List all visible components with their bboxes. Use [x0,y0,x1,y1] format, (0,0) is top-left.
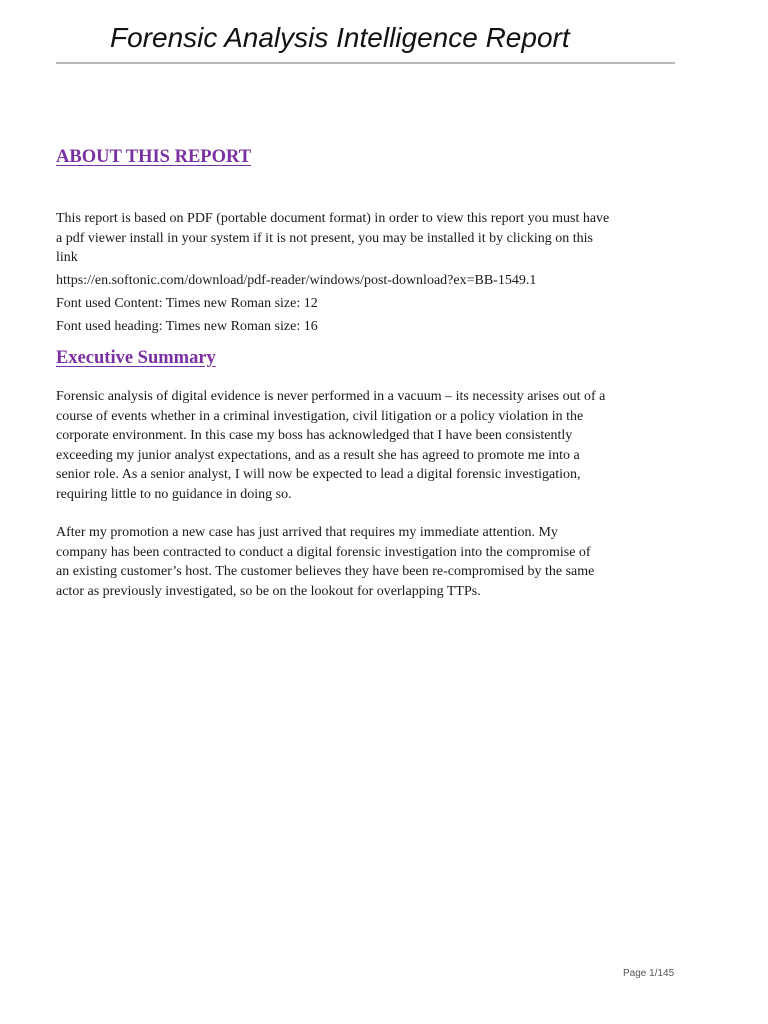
summary-line: requiring little to no guidance in doing so. [56,486,292,502]
font-heading-note: Font used heading: Times new Roman size: 16 [56,319,318,334]
title-divider [56,62,675,64]
summary-line: corporate environment. In this case my boss has acknowledged that I have been consistently [56,428,573,444]
summary-line: course of events whether in a criminal investigation, civil litigation or a policy violation in the [56,408,584,424]
font-content-note: Font used Content: Times new Roman size: 12 [56,296,318,311]
report-title: Forensic Analysis Intelligence Report [110,22,570,53]
summary-line: After my promotion a new case has just arrived that requires my immediate attention. My [56,525,558,540]
executive-summary-paragraph-1 [56,387,668,505]
summary-line: company has been contracted to conduct a digital forensic investigation into the compromise of [56,544,591,560]
pdf-reader-link[interactable]: https://en.softonic.com/download/pdf-reader/windows/post-download?ex=BB-1549.1 [56,273,537,288]
about-intro-line: link [56,250,78,266]
executive-summary-paragraph-2 [56,523,668,601]
summary-line: exceeding my junior analyst expectations, and as a result she has agreed to promote me into a [56,447,580,463]
about-intro-paragraph [56,209,668,268]
about-intro-line: This report is based on PDF (portable document format) in order to view this report you must have [56,211,610,226]
page-number: Page 1/145 [623,968,675,979]
executive-summary-heading: Executive Summary [56,348,216,368]
about-intro-line: a pdf viewer install in your system if it is not present, you may be installed it by clicking on this [56,230,593,246]
about-heading: ABOUT THIS REPORT [56,147,252,167]
summary-line: senior role. As a senior analyst, I will now be expected to lead a digital forensic investigation, [56,467,581,483]
summary-line: actor as previously investigated, so be on the lookout for overlapping TTPs. [56,583,481,599]
summary-line: Forensic analysis of digital evidence is never performed in a vacuum – its necessity arises out of a [56,389,606,404]
summary-line: an existing customer’s host. The customer believes they have been re-compromised by the same [56,564,595,580]
